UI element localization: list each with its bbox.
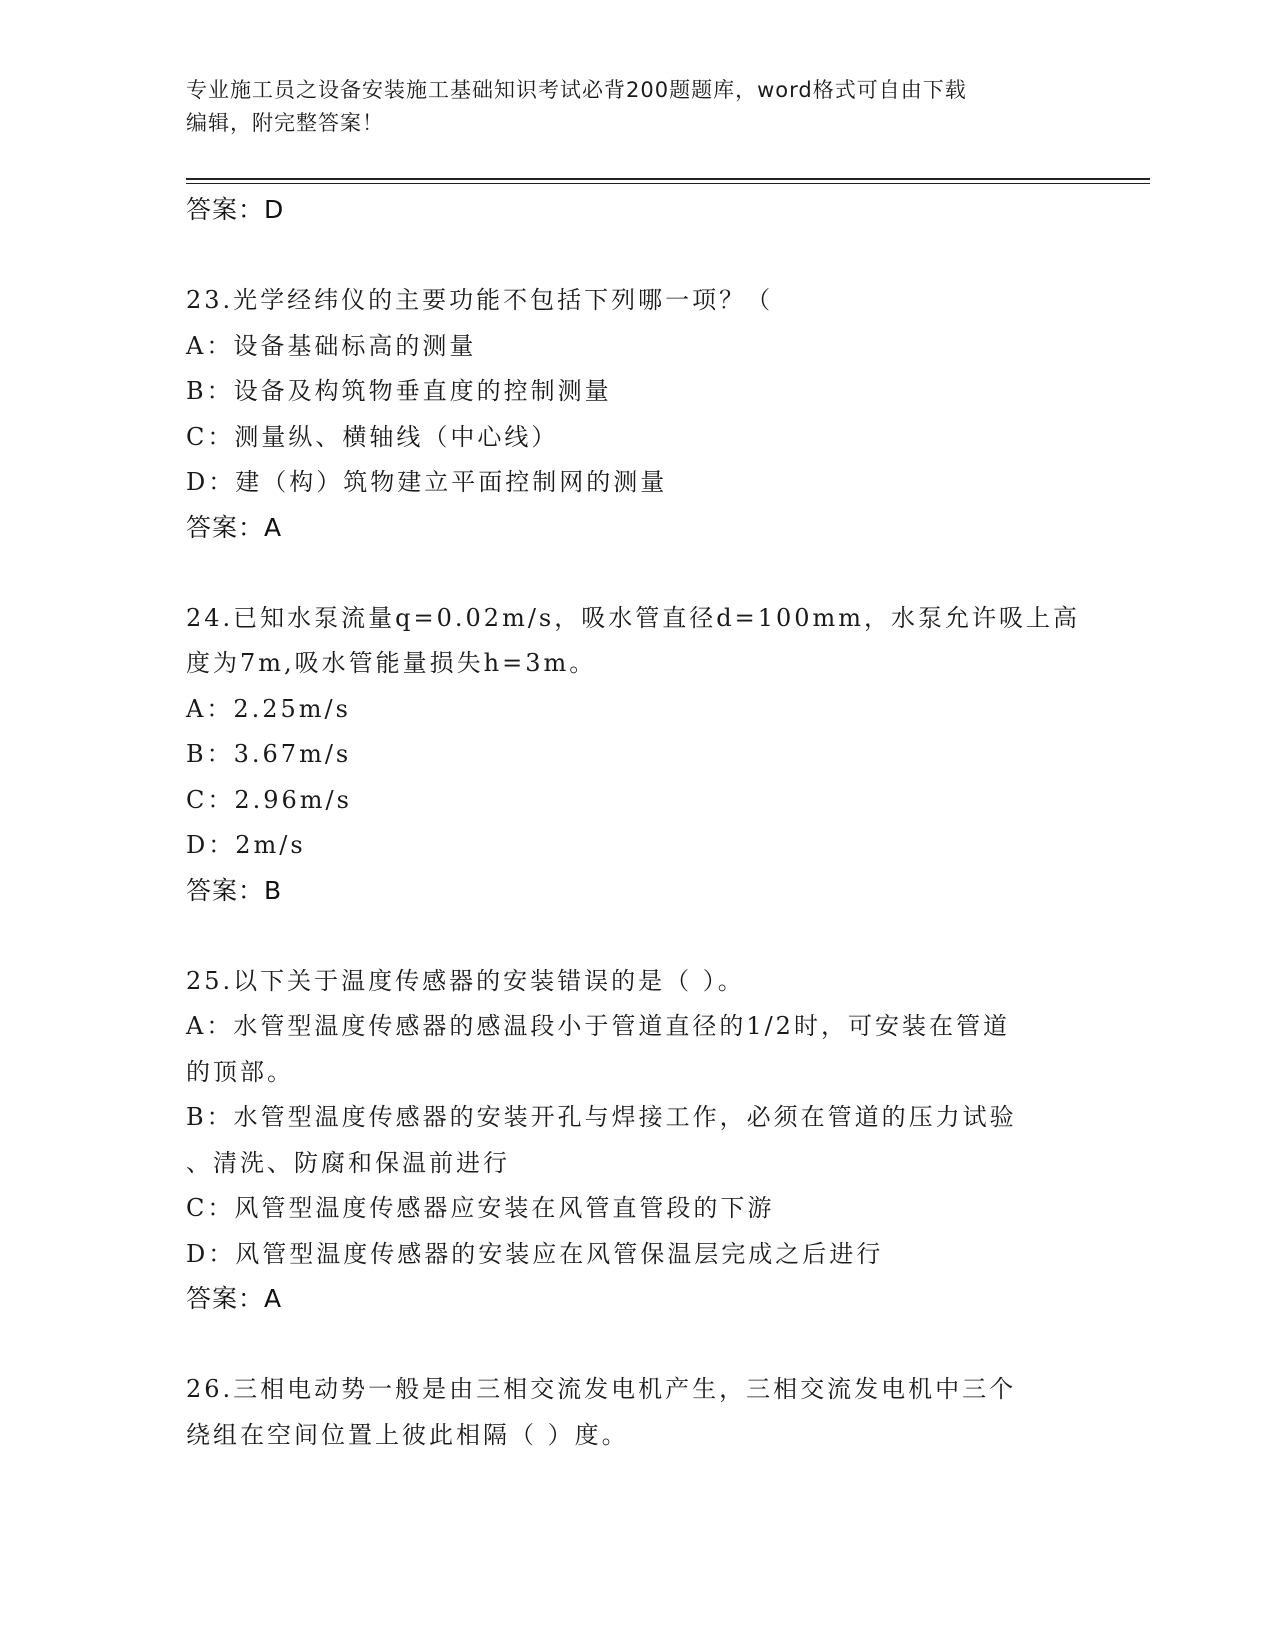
page-header <box>186 74 1066 140</box>
question-list <box>186 188 1086 1458</box>
option-c: C：2.96m/s <box>186 785 352 814</box>
option-d: D：2m/s <box>186 831 306 859</box>
question-stem-line: 23.光学经纬仪的主要功能不包括下列哪一项？（ <box>186 286 774 314</box>
option-a: A：2.25m/s <box>186 694 351 723</box>
option-b: B：设备及构筑物垂直度的控制测量 <box>186 377 612 405</box>
header-divider-thick <box>186 178 1150 180</box>
question-stem-line: 25.以下关于温度传感器的安装错误的是（ ）。 <box>186 966 745 995</box>
answer: 答案：A <box>186 1284 283 1313</box>
answer: 答案：B <box>186 875 283 905</box>
option-d: D：风管型温度传感器的安装应在风管保温层完成之后进行 <box>186 1239 884 1268</box>
question-24 <box>186 596 1086 913</box>
option-b: B：3.67m/s <box>186 740 352 768</box>
answer: 答案：A <box>186 512 283 542</box>
previous-answer: 答案：D <box>186 195 285 224</box>
question-stem-line: 度为7m,吸水管能量损失h=3m。 <box>186 649 597 677</box>
question-26 <box>186 1367 1086 1458</box>
header-line-2: 编辑，附完整答案！ <box>186 111 384 135</box>
option-a: A：水管型温度传感器的感温段小于管道直径的1/2时，可安装在管道 <box>186 1012 1010 1040</box>
header-line-1: 专业施工员之设备安装施工基础知识考试必背200题题库，word格式可自由下载 <box>186 78 967 102</box>
question-23 <box>186 278 1086 550</box>
option-b: B：水管型温度传感器的安装开孔与焊接工作，必须在管道的压力试验 <box>186 1103 1017 1131</box>
option-c: C：风管型温度传感器应安装在风管直管段的下游 <box>186 1194 775 1222</box>
option-c: C：测量纵、横轴线（中心线） <box>186 422 559 451</box>
option-a: A：设备基础标高的测量 <box>186 331 477 360</box>
header-divider-thin <box>186 183 1150 184</box>
option-a-continued: 的顶部。 <box>186 1057 294 1086</box>
question-stem-line: 26.三相电动势一般是由三相交流发电机产生，三相交流发电机中三个 <box>186 1375 1017 1403</box>
question-25 <box>186 959 1086 1322</box>
option-b-continued: 、清洗、防腐和保温前进行 <box>186 1148 510 1177</box>
question-stem-line: 绕组在空间位置上彼此相隔（ ）度。 <box>186 1420 629 1449</box>
question-stem-line: 24.已知水泵流量q=0.02m/s，吸水管直径d=100mm，水泵允许吸上高 <box>186 603 1081 632</box>
option-d: D：建（构）筑物建立平面控制网的测量 <box>186 468 668 496</box>
